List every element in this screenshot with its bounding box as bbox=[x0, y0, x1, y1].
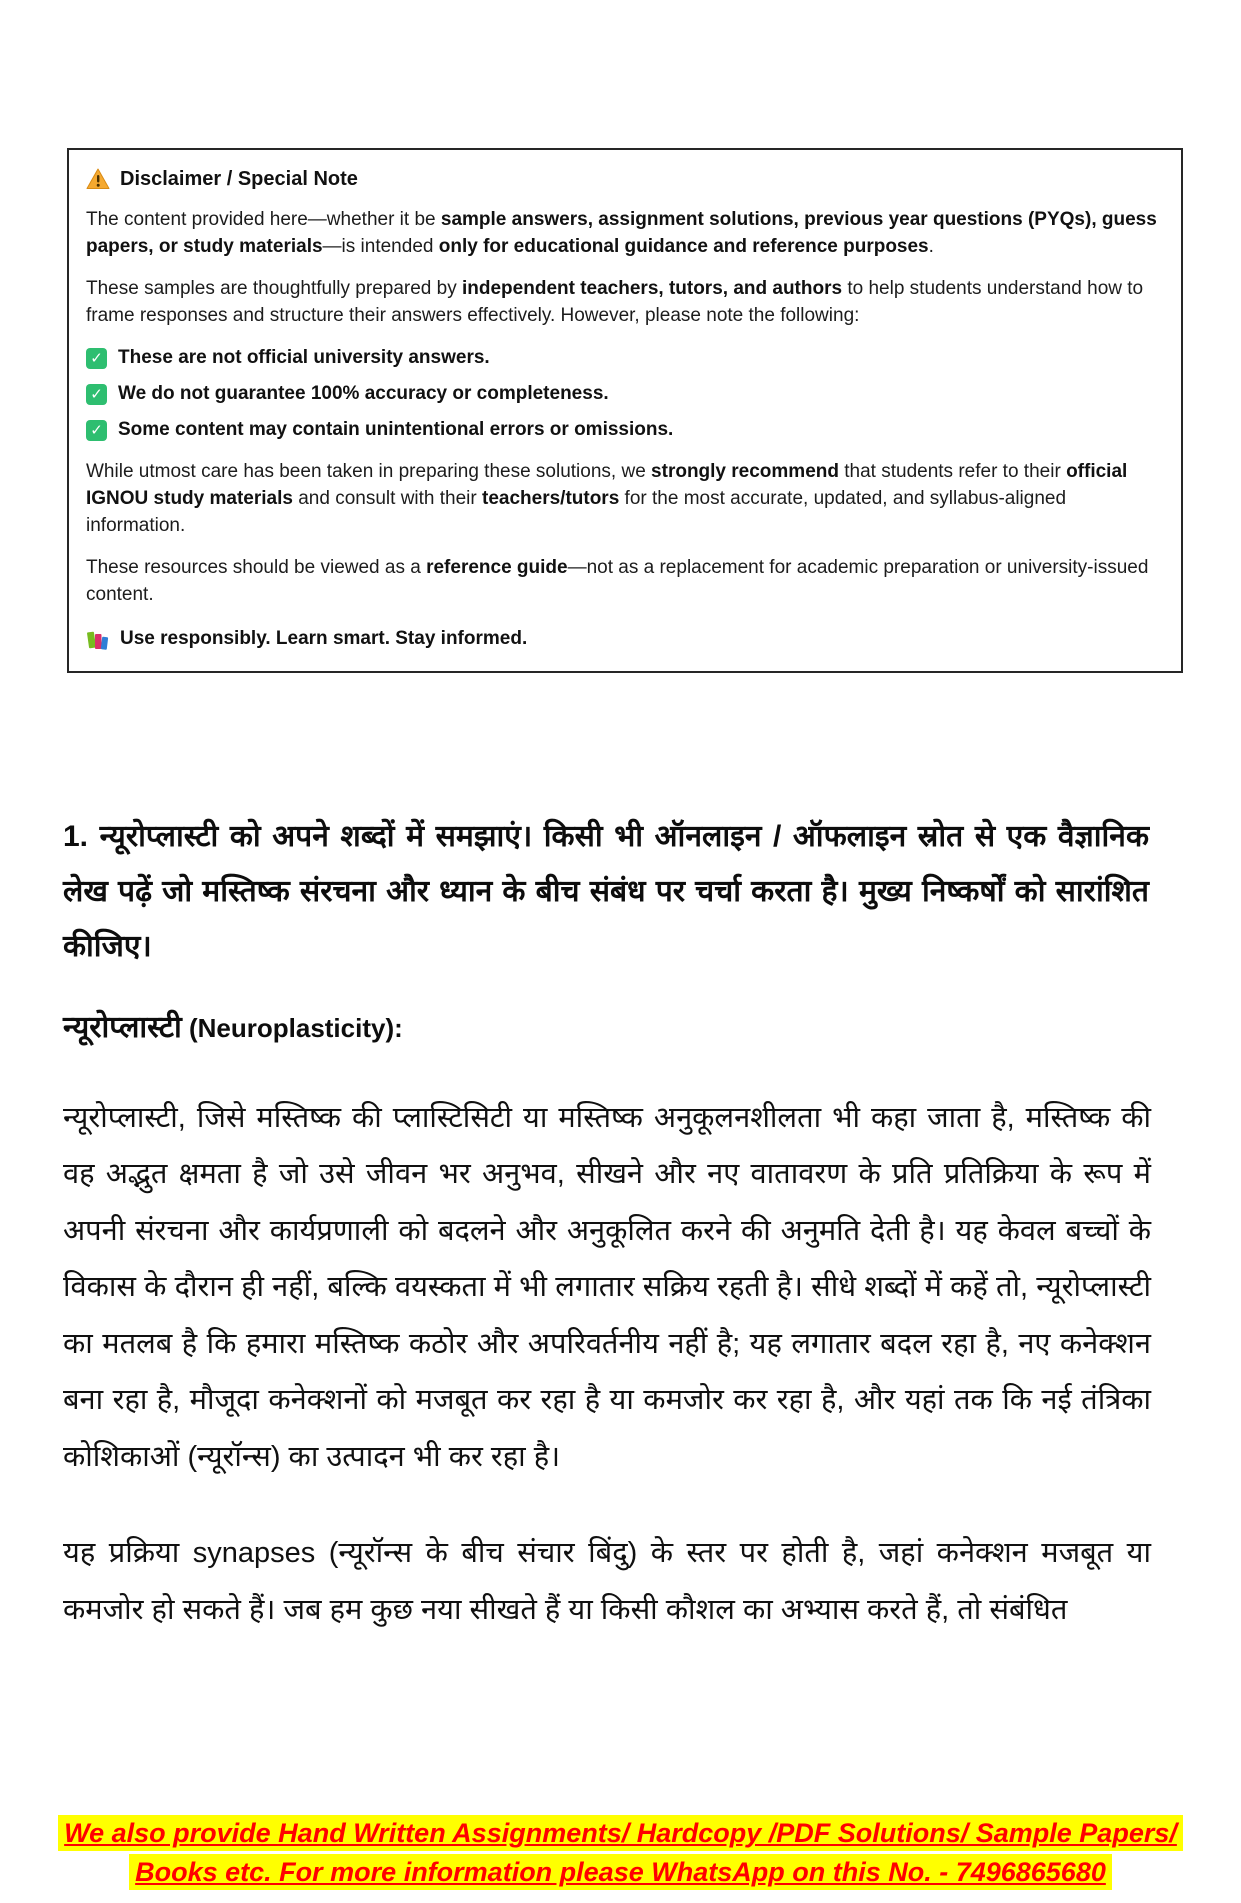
disclaimer-paragraph-4: These resources should be viewed as a reference guide—not as a replacement for academic preparation or university-issued content. bbox=[86, 557, 1149, 606]
document-page bbox=[0, 148, 1241, 1903]
disclaimer-paragraph-1: The content provided here—whether it be sample answers, assignment solutions, previous year questions (PYQs), guess papers, or study materials—is intended only for educational guidance and reference purposes. bbox=[86, 209, 1157, 258]
promo-line-2 bbox=[0, 1853, 1241, 1891]
disclaimer-checklist bbox=[86, 345, 1159, 444]
disclaimer-paragraph-2: These samples are thoughtfully prepared by independent teachers, tutors, and authors to help students understand how to frame responses and structure their answers effectively. However, please note the following: bbox=[86, 278, 1144, 327]
answer-heading-english: (Neuroplasticity): bbox=[181, 1012, 403, 1043]
disclaimer-footer-note: Use responsibly. Learn smart. Stay informed. bbox=[120, 628, 528, 650]
checklist-item-label: These are not official university answers. bbox=[118, 347, 490, 369]
question-text: 1. न्यूरोप्लास्टी को अपने शब्दों में समझाएं। किसी भी ऑनलाइन / ऑफलाइन स्रोत से एक वैज्ञानिक लेख पढ़ें जो मस्तिष्क संरचना और ध्यान के बीच संबंध पर चर्चा करता है। मुख्य निष्कर्षों को सारांशित कीजिए। bbox=[63, 819, 1149, 964]
disclaimer-box bbox=[67, 148, 1183, 673]
disclaimer-title: Disclaimer / Special Note bbox=[120, 168, 358, 190]
books-icon bbox=[86, 629, 110, 651]
promo-line-1-text: We also provide Hand Written Assignments/ Hardcopy /PDF Solutions/ Sample Papers/ bbox=[64, 1818, 1177, 1849]
disclaimer-footer-row bbox=[86, 626, 1159, 653]
promo-line-1 bbox=[0, 1814, 1241, 1852]
answer-heading bbox=[63, 1005, 1149, 1046]
answer-heading-hindi: न्यूरोप्लास्टी bbox=[63, 1010, 182, 1044]
checklist-item bbox=[86, 417, 1159, 444]
checklist-item-label: We do not guarantee 100% accuracy or completeness. bbox=[118, 383, 609, 405]
checklist-item bbox=[86, 381, 1159, 408]
answer-paragraph-1: न्यूरोप्लास्टी, जिसे मस्तिष्क की प्लास्टिसिटी या मस्तिष्क अनुकूलनशीलता भी कहा जाता है, मस्तिष्क की वह अद्भुत क्षमता है जो उसे जीवन भर अनुभव, सीखने और नए वातावरण के प्रति प्रतिक्रिया के रूप में अपनी संरचना और कार्यप्रणाली को बदलने और अनुकूलित करने की अनुमति देती है। यह केवल बच्चों के विकास के दौरान ही नहीं, बल्कि वयस्कता में भी लगातार सक्रिय रहती है। सीधे शब्दों में कहें तो, न्यूरोप्लास्टी का मतलब है कि हमारा मस्तिष्क कठोर और अपरिवर्तनीय नहीं है; यह लगातार बदल रहा है, नए कनेक्शन बना रहा है, मौजूदा कनेक्शनों को मजबूत कर रहा है या कमजोर कर रहा है, और यहां तक कि नई तंत्रिका कोशिकाओं (न्यूरॉन्स) का उत्पादन भी कर रहा है। bbox=[63, 1101, 1151, 1473]
promo-banner bbox=[0, 1814, 1241, 1891]
check-icon: ✓ bbox=[86, 420, 107, 441]
promo-line-2-text: Books etc. For more information please WhatsApp on this No. - 7496865680 bbox=[135, 1856, 1106, 1887]
disclaimer-title-row bbox=[86, 165, 1159, 193]
answer-paragraph-2: यह प्रक्रिया synapses (न्यूरॉन्स के बीच संचार बिंदु) के स्तर पर होती है, जहां कनेक्शन मजबूत या कमजोर हो सकते हैं। जब हम कुछ नया सीखते हैं या किसी कौशल का अभ्यास करते हैं, तो संबंधित bbox=[63, 1537, 1151, 1626]
disclaimer-paragraph-3: While utmost care has been taken in preparing these solutions, we strongly recommend that students refer to their official IGNOU study materials and consult with their teachers/tutors for the most accurate, updated, and syllabus-aligned information. bbox=[86, 461, 1128, 537]
check-icon: ✓ bbox=[86, 348, 107, 369]
checklist-item bbox=[86, 345, 1159, 372]
checklist-item-label: Some content may contain unintentional errors or omissions. bbox=[118, 419, 674, 441]
check-icon: ✓ bbox=[86, 384, 107, 405]
warning-icon bbox=[86, 168, 110, 190]
